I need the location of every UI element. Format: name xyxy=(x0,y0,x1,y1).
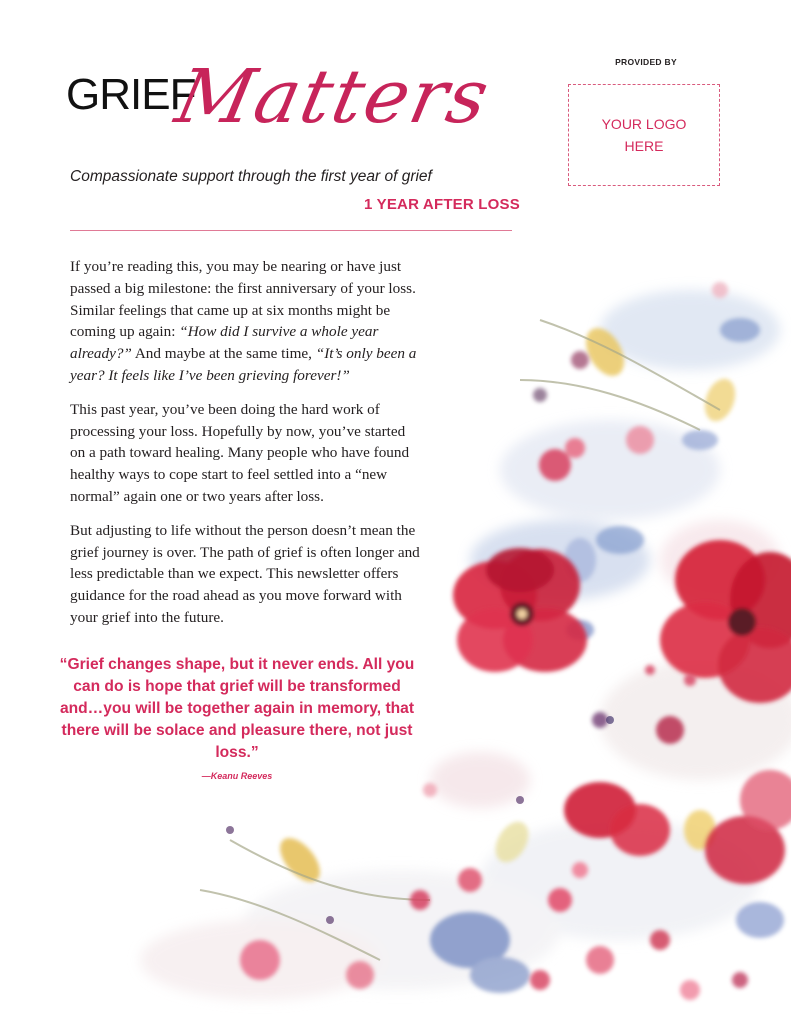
issue-label: 1 YEAR AFTER LOSS xyxy=(364,196,520,213)
logo-placeholder-line1: YOUR LOGO xyxy=(601,116,687,132)
masthead-title-matters: Matters xyxy=(168,54,498,140)
provided-by-label: PROVIDED BY xyxy=(615,57,677,67)
masthead-title-grief: GRIEF xyxy=(66,70,196,119)
quote-attribution: —Keanu Reeves xyxy=(201,771,273,781)
article-paragraph-1-quote-1: “How did I survive a whole year already?” xyxy=(70,323,379,363)
article-body xyxy=(70,256,420,641)
article-paragraph-1 xyxy=(70,256,420,387)
header-divider xyxy=(70,230,512,231)
article-paragraph-1-text-b: And maybe at the same time, xyxy=(131,345,316,363)
pull-quote: “Grief changes shape, but it never ends. All you can do is hope that grief will be transformed and…you will be together again in memory, that there will be solace and pleasure there, not just loss.” xyxy=(59,656,415,761)
article-paragraph-3: But adjusting to life without the person doesn’t mean the grief journey is over. The path of grief is often longer and less predictable than we expect. This newsletter offers guidance for the road ahead as you move forward with your grief into the future. xyxy=(70,521,420,626)
masthead xyxy=(66,54,516,172)
article-paragraph-1-quote-2: “It’s only been a year? It feels like I’ve been grieving forever!” xyxy=(70,345,417,384)
article-paragraph-2: This past year, you’ve been doing the hard work of processing your loss. Hopefully by now, you’ve started on a path toward healing. Many people who have found healthy ways to cope start to feel settled into a “new normal” again one or two years after loss. xyxy=(70,400,410,505)
logo-placeholder xyxy=(568,84,720,186)
article-paragraph-1-text-a: If you’re reading this, you may be nearing or have just passed a big milestone: the first anniversary of your loss. Similar feelings that came up at six months might be coming up again: xyxy=(70,258,416,341)
red-flower-large-left xyxy=(453,548,587,672)
red-flower-large-right xyxy=(660,540,791,703)
logo-placeholder-line2: HERE xyxy=(624,138,664,154)
tagline: Compassionate support through the first year of grief xyxy=(70,168,432,185)
